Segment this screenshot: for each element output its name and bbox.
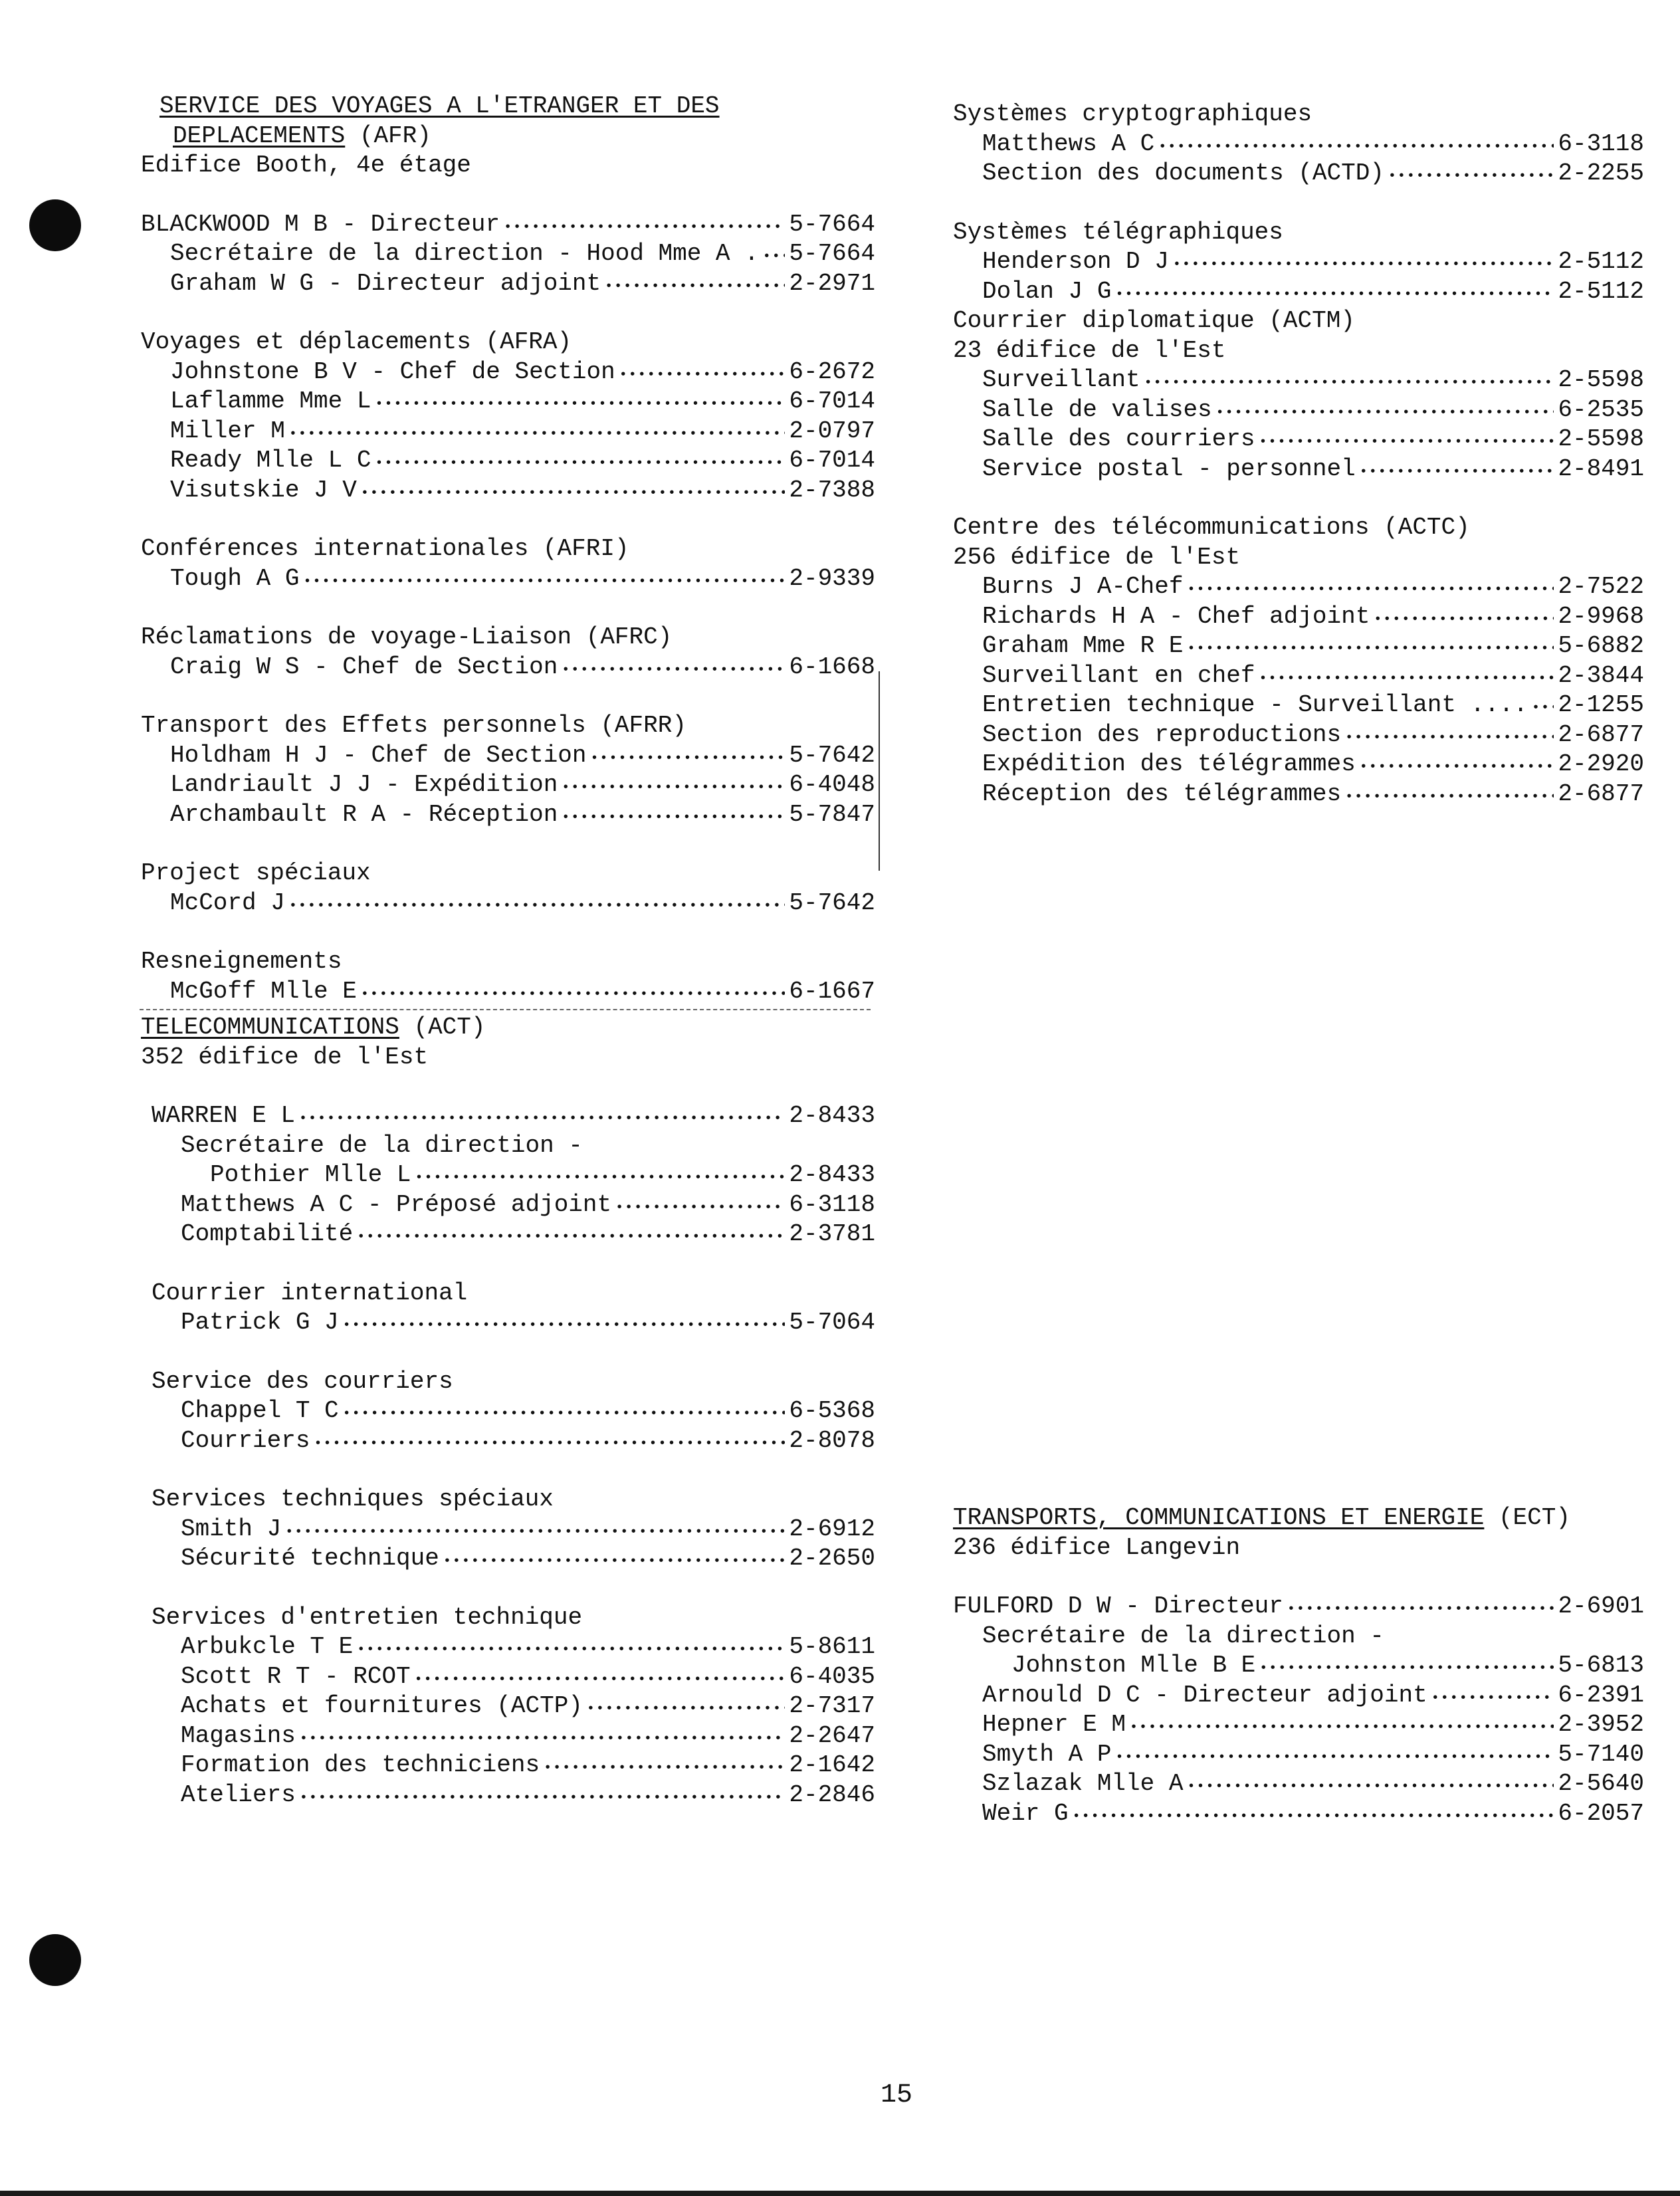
group-label: Courrier international bbox=[152, 1279, 468, 1307]
crypto-group bbox=[953, 100, 1644, 189]
section-address: 236 édifice Langevin bbox=[953, 1533, 1241, 1561]
entry-name: Johnston Mlle B E bbox=[1011, 1652, 1256, 1679]
leader-dots bbox=[375, 446, 785, 479]
leader-dots bbox=[357, 1632, 785, 1666]
phone-extension: 2-8491 bbox=[1558, 455, 1644, 483]
leader-dots bbox=[605, 269, 785, 302]
phone-extension: 5-7847 bbox=[789, 800, 875, 828]
leader-dots bbox=[1115, 277, 1554, 310]
phone-extension: 5-7064 bbox=[789, 1309, 875, 1336]
phone-extension: 5-7664 bbox=[789, 210, 875, 238]
phone-extension: 2-8433 bbox=[789, 1102, 875, 1129]
phone-extension: 2-2647 bbox=[789, 1721, 875, 1749]
directory-entry bbox=[953, 1769, 1644, 1799]
directory-entry bbox=[953, 1681, 1644, 1711]
entry-name: McCord J bbox=[170, 889, 285, 917]
group-label: Resneignements bbox=[141, 948, 342, 975]
leader-dots bbox=[1130, 1710, 1554, 1743]
section-title: TELECOMMUNICATIONS bbox=[141, 1014, 399, 1041]
phone-extension: 2-5640 bbox=[1558, 1770, 1644, 1797]
directory-entry bbox=[953, 780, 1644, 810]
entry-name: Surveillant bbox=[982, 366, 1140, 393]
phone-extension: 5-7642 bbox=[789, 889, 875, 917]
afr-head-list bbox=[141, 210, 875, 299]
directory-entry bbox=[152, 1662, 875, 1692]
phone-extension: 2-8078 bbox=[789, 1426, 875, 1454]
leader-dots bbox=[544, 1751, 785, 1784]
leader-dots bbox=[1345, 720, 1554, 754]
phone-extension: 2-5598 bbox=[1558, 366, 1644, 393]
directory-entry bbox=[152, 1692, 875, 1721]
phone-extension: 2-0797 bbox=[789, 417, 875, 445]
actm-group bbox=[953, 306, 1644, 484]
entry-name: Chappel T C bbox=[181, 1397, 339, 1424]
sts-group bbox=[141, 1485, 875, 1574]
leader-dots bbox=[1532, 691, 1554, 724]
group-label: Systèmes cryptographiques bbox=[953, 100, 1312, 128]
phone-extension: 5-7642 bbox=[789, 741, 875, 769]
leader-dots bbox=[1431, 1681, 1554, 1714]
entry-name: Hepner E M bbox=[982, 1711, 1126, 1738]
page-number: 15 bbox=[881, 2080, 913, 2110]
phone-extension: 6-5368 bbox=[789, 1397, 875, 1424]
phone-extension: 6-1668 bbox=[789, 653, 875, 681]
leader-dots bbox=[1216, 395, 1554, 429]
phone-extension: 2-1255 bbox=[1558, 691, 1644, 718]
leader-dots bbox=[300, 1721, 786, 1755]
entry-name: FULFORD D W - Directeur bbox=[953, 1592, 1283, 1620]
directory-entry bbox=[953, 455, 1644, 485]
section-code: (AFR) bbox=[345, 122, 431, 150]
phone-extension: 2-7388 bbox=[789, 476, 875, 504]
phone-extension: 5-7664 bbox=[789, 240, 875, 267]
directory-entry bbox=[141, 977, 875, 1007]
phone-extension: 2-6877 bbox=[1558, 720, 1644, 748]
entry-name: Archambault R A - Réception bbox=[170, 800, 558, 828]
directory-entry bbox=[152, 1190, 875, 1220]
entry-name: Arbukcle T E bbox=[181, 1633, 354, 1660]
leader-dots bbox=[1144, 366, 1554, 399]
phone-extension: 2-2255 bbox=[1558, 160, 1644, 187]
directory-entry bbox=[953, 1740, 1644, 1770]
phone-extension: 2-9339 bbox=[789, 564, 875, 592]
directory-entry bbox=[141, 741, 875, 771]
ect-column bbox=[953, 1503, 1644, 1828]
directory-entry bbox=[953, 1651, 1644, 1681]
actc-group bbox=[953, 513, 1644, 809]
afrr-group bbox=[141, 711, 875, 829]
directory-entry bbox=[152, 1160, 875, 1190]
entry-name: Sécurité technique bbox=[181, 1545, 439, 1572]
leader-dots bbox=[415, 1160, 785, 1194]
entry-name: Formation des techniciens bbox=[181, 1751, 540, 1779]
ect-list bbox=[953, 1592, 1644, 1828]
leader-dots bbox=[562, 770, 785, 804]
directory-entry bbox=[953, 366, 1644, 395]
group-address: 23 édifice de l'Est bbox=[953, 336, 1226, 364]
set-group bbox=[141, 1603, 875, 1811]
leader-dots bbox=[1345, 780, 1554, 813]
phone-extension: 2-7317 bbox=[789, 1692, 875, 1719]
leader-dots bbox=[289, 889, 786, 922]
entry-name: Smith J bbox=[181, 1515, 282, 1543]
phone-extension: 5-6882 bbox=[1558, 632, 1644, 659]
phone-extension: 2-6877 bbox=[1558, 780, 1644, 808]
entry-name: Laflamme Mme L bbox=[170, 387, 371, 415]
directory-entry bbox=[152, 1544, 875, 1574]
directory-entry bbox=[141, 770, 875, 800]
phone-extension: 2-2846 bbox=[789, 1781, 875, 1809]
tele-group bbox=[953, 218, 1644, 307]
afra-group bbox=[141, 328, 875, 505]
leader-dots bbox=[1187, 631, 1554, 665]
entry-name: Réception des télégrammes bbox=[982, 780, 1342, 808]
section-title: TRANSPORTS, COMMUNICATIONS ET ENERGIE bbox=[953, 1504, 1485, 1531]
phone-extension: 5-8611 bbox=[789, 1633, 875, 1660]
entry-name: Henderson D J bbox=[982, 248, 1169, 275]
entry-name: Secrétaire de la direction - Hood Mme A . bbox=[170, 240, 759, 267]
directory-entry bbox=[141, 387, 875, 417]
phone-extension: 6-3118 bbox=[789, 1190, 875, 1218]
directory-entry bbox=[152, 1396, 875, 1426]
directory-entry bbox=[141, 476, 875, 506]
group-label: Services techniques spéciaux bbox=[152, 1485, 554, 1513]
entry-name: BLACKWOOD M B - Directeur bbox=[141, 210, 500, 238]
leader-dots bbox=[504, 210, 785, 243]
group-label: Conférences internationales (AFRI) bbox=[141, 535, 629, 562]
leader-dots bbox=[289, 417, 786, 450]
leader-dots bbox=[615, 1190, 785, 1224]
leader-dots bbox=[303, 564, 785, 598]
phone-extension: 2-5112 bbox=[1558, 248, 1644, 275]
punch-hole bbox=[29, 1934, 81, 1986]
entry-name: Matthews A C - Préposé adjoint bbox=[181, 1190, 612, 1218]
leader-dots bbox=[1259, 425, 1554, 458]
phone-extension: 2-3781 bbox=[789, 1220, 875, 1248]
phone-extension: 2-6901 bbox=[1558, 1592, 1644, 1620]
directory-entry bbox=[141, 564, 875, 594]
phone-extension: 6-4048 bbox=[789, 771, 875, 798]
leader-dots bbox=[314, 1426, 785, 1460]
directory-entry bbox=[152, 1751, 875, 1781]
phone-extension: 5-7140 bbox=[1558, 1740, 1644, 1768]
entry-name: Expédition des télégrammes bbox=[982, 750, 1356, 778]
phone-extension: 6-1667 bbox=[789, 977, 875, 1005]
entry-name: Miller M bbox=[170, 417, 285, 445]
leader-dots bbox=[1115, 1740, 1554, 1773]
entry-name: McGoff Mlle E bbox=[170, 977, 357, 1005]
phone-extension: 6-7014 bbox=[789, 387, 875, 415]
entry-name: Service postal - personnel bbox=[982, 455, 1356, 483]
directory-entry bbox=[141, 889, 875, 919]
directory-entry bbox=[141, 446, 875, 476]
entry-name: Magasins bbox=[181, 1721, 296, 1749]
entry-name: Surveillant en chef bbox=[982, 661, 1255, 689]
entry-name: Craig W S - Chef de Section bbox=[170, 653, 558, 681]
section-code: (ACT) bbox=[399, 1014, 486, 1041]
directory-entry bbox=[953, 602, 1644, 632]
phone-extension: 2-6912 bbox=[789, 1515, 875, 1543]
entry-name: Section des reproductions bbox=[982, 720, 1342, 748]
directory-entry bbox=[152, 1632, 875, 1662]
entry-name: Comptabilité bbox=[181, 1220, 354, 1248]
entry-name: Salle de valises bbox=[982, 395, 1212, 423]
phone-extension: 6-2391 bbox=[1558, 1681, 1644, 1709]
entry-name: Smyth A P bbox=[982, 1740, 1112, 1768]
group-label: Centre des télécommunications (ACTC) bbox=[953, 514, 1470, 541]
phone-extension: 2-2971 bbox=[789, 269, 875, 297]
leader-dots bbox=[361, 476, 786, 509]
sc-group bbox=[141, 1367, 875, 1456]
directory-entry bbox=[152, 1220, 875, 1250]
ci-group bbox=[141, 1279, 875, 1338]
directory-entry bbox=[953, 1592, 1644, 1622]
leader-dots bbox=[1187, 572, 1554, 605]
entry-name: Achats et fournitures (ACTP) bbox=[181, 1692, 583, 1719]
section-address: Edifice Booth, 4e étage bbox=[141, 152, 471, 179]
phone-extension: 5-6813 bbox=[1558, 1652, 1644, 1679]
directory-entry bbox=[953, 395, 1644, 425]
section-title: SERVICE DES VOYAGES A L'ETRANGER ET DES bbox=[159, 92, 720, 120]
phone-extension: 2-5598 bbox=[1558, 425, 1644, 453]
entry-name: Szlazak Mlle A bbox=[982, 1770, 1184, 1797]
directory-entry bbox=[152, 1515, 875, 1545]
leader-dots bbox=[299, 1101, 785, 1135]
directory-entry bbox=[953, 750, 1644, 780]
ect-section bbox=[953, 1503, 1644, 1563]
projects-group bbox=[141, 859, 875, 918]
entry-name: Ateliers bbox=[181, 1781, 296, 1809]
entry-name: Johnstone B V - Chef de Section bbox=[170, 358, 615, 385]
leader-dots bbox=[300, 1781, 786, 1814]
leader-dots bbox=[1388, 159, 1554, 192]
leader-dots bbox=[763, 239, 786, 273]
directory-entry bbox=[152, 1721, 875, 1751]
entry-name: Graham W G - Directeur adjoint bbox=[170, 269, 601, 297]
directory-entry bbox=[141, 417, 875, 447]
group-label: Transport des Effets personnels (AFRR) bbox=[141, 712, 686, 739]
leader-dots bbox=[1187, 1769, 1554, 1803]
entry-name: Courriers bbox=[181, 1426, 310, 1454]
directory-entry bbox=[141, 800, 875, 830]
directory-entry bbox=[953, 130, 1644, 160]
entry-name: Graham Mme R E bbox=[982, 632, 1184, 659]
phone-extension: 2-7522 bbox=[1558, 573, 1644, 600]
leader-dots bbox=[591, 741, 786, 774]
phone-extension: 6-2672 bbox=[789, 358, 875, 385]
leader-dots bbox=[343, 1308, 786, 1341]
directory-entry bbox=[141, 210, 875, 240]
phone-extension: 6-2535 bbox=[1558, 395, 1644, 423]
leader-dots bbox=[285, 1515, 785, 1548]
directory-entry bbox=[953, 247, 1644, 277]
directory-entry bbox=[141, 358, 875, 387]
entry-name: Dolan J G bbox=[982, 277, 1112, 305]
directory-entry bbox=[152, 1781, 875, 1811]
directory-entry bbox=[953, 425, 1644, 455]
group-label: Service des courriers bbox=[152, 1367, 453, 1395]
group-label: Services d'entretien technique bbox=[152, 1603, 583, 1631]
phone-extension: 2-3952 bbox=[1558, 1711, 1644, 1738]
left-column bbox=[141, 92, 875, 1839]
afri-group bbox=[141, 534, 875, 594]
directory-entry bbox=[953, 1799, 1644, 1829]
leader-dots bbox=[1287, 1592, 1554, 1625]
phone-extension: 2-2920 bbox=[1558, 750, 1644, 778]
afr-section bbox=[141, 92, 875, 181]
entry-name: Entretien technique - Surveillant .... bbox=[982, 691, 1528, 718]
leader-dots bbox=[619, 358, 786, 391]
phone-extension: 2-8433 bbox=[789, 1161, 875, 1188]
entry-name: Matthews A C bbox=[982, 130, 1155, 158]
section-title: DEPLACEMENTS bbox=[173, 122, 346, 150]
directory-entry bbox=[953, 691, 1644, 720]
directory-entry bbox=[953, 159, 1644, 189]
leader-dots bbox=[1259, 1651, 1554, 1684]
phone-extension: 2-2650 bbox=[789, 1545, 875, 1572]
scan-edge bbox=[0, 2191, 1680, 2196]
directory-entry bbox=[141, 653, 875, 683]
directory-entry bbox=[953, 720, 1644, 750]
leader-dots bbox=[1173, 247, 1554, 280]
entry-name: Weir G bbox=[982, 1799, 1069, 1827]
directory-entry bbox=[152, 1308, 875, 1338]
punch-hole bbox=[29, 199, 81, 251]
phone-extension: 2-3844 bbox=[1558, 661, 1644, 689]
entry-name: Visutskie J V bbox=[170, 476, 357, 504]
leader-dots bbox=[562, 653, 785, 686]
margin-rule bbox=[879, 671, 880, 871]
entry-name: Ready Mlle L C bbox=[170, 447, 371, 474]
phone-extension: 2-1642 bbox=[789, 1751, 875, 1779]
act-section bbox=[141, 1013, 875, 1072]
leader-dots bbox=[1073, 1799, 1554, 1832]
phone-extension: 6-7014 bbox=[789, 447, 875, 474]
phone-extension: 2-5112 bbox=[1558, 277, 1644, 305]
entry-name: Richards H A - Chef adjoint bbox=[982, 602, 1370, 630]
entry-name: WARREN E L bbox=[152, 1102, 296, 1129]
entry-name: Section des documents (ACTD) bbox=[982, 160, 1384, 187]
entry-name: Tough A G bbox=[170, 564, 300, 592]
leader-dots bbox=[415, 1662, 786, 1696]
leader-dots bbox=[443, 1544, 786, 1577]
leader-dots bbox=[1158, 130, 1554, 163]
info-group bbox=[141, 947, 875, 1006]
secretary-label: Secrétaire de la direction - bbox=[982, 1622, 1384, 1650]
leader-dots bbox=[1259, 661, 1554, 695]
entry-name: Burns J A-Chef bbox=[982, 573, 1184, 600]
leader-dots bbox=[361, 977, 786, 1010]
directory-entry bbox=[152, 1101, 875, 1131]
directory-entry bbox=[152, 1426, 875, 1456]
phone-extension: 6-3118 bbox=[1558, 130, 1644, 158]
phone-extension: 2-9968 bbox=[1558, 602, 1644, 630]
group-label: Voyages et déplacements (AFRA) bbox=[141, 328, 572, 356]
secretary-label: Secrétaire de la direction - bbox=[181, 1131, 583, 1159]
afrc-group bbox=[141, 623, 875, 682]
entry-name: Landriault J J - Expédition bbox=[170, 771, 558, 798]
phone-extension: 6-4035 bbox=[789, 1662, 875, 1690]
entry-name: Scott R T - RCOT bbox=[181, 1662, 411, 1690]
entry-name: Salle des courriers bbox=[982, 425, 1255, 453]
leader-dots bbox=[562, 800, 785, 833]
directory-entry bbox=[141, 269, 875, 299]
leader-dots bbox=[1360, 750, 1554, 783]
directory-entry bbox=[953, 1710, 1644, 1740]
directory-entry bbox=[953, 572, 1644, 602]
directory-entry bbox=[953, 661, 1644, 691]
entry-name: Pothier Mlle L bbox=[210, 1161, 411, 1188]
right-column bbox=[953, 100, 1644, 838]
act-head-list bbox=[141, 1101, 875, 1250]
entry-name: Patrick G J bbox=[181, 1309, 339, 1336]
leader-dots bbox=[1360, 455, 1554, 488]
phone-extension: 6-2057 bbox=[1558, 1799, 1644, 1827]
group-label: Courrier diplomatique (ACTM) bbox=[953, 307, 1355, 334]
leader-dots bbox=[343, 1396, 786, 1430]
leader-dots bbox=[375, 387, 785, 420]
group-label: Réclamations de voyage-Liaison (AFRC) bbox=[141, 623, 673, 651]
entry-name: Arnould D C - Directeur adjoint bbox=[982, 1681, 1427, 1709]
group-address: 256 édifice de l'Est bbox=[953, 543, 1241, 571]
leader-dots bbox=[1374, 602, 1554, 635]
leader-dots bbox=[357, 1220, 785, 1253]
group-label: Project spéciaux bbox=[141, 859, 371, 887]
section-code: (ECT) bbox=[1484, 1504, 1570, 1531]
directory-entry bbox=[141, 239, 875, 269]
group-label: Systèmes télégraphiques bbox=[953, 218, 1283, 246]
leader-dots bbox=[587, 1692, 785, 1725]
directory-entry bbox=[953, 277, 1644, 307]
entry-name: Holdham H J - Chef de Section bbox=[170, 741, 587, 769]
section-address: 352 édifice de l'Est bbox=[141, 1043, 429, 1071]
directory-entry bbox=[953, 631, 1644, 661]
